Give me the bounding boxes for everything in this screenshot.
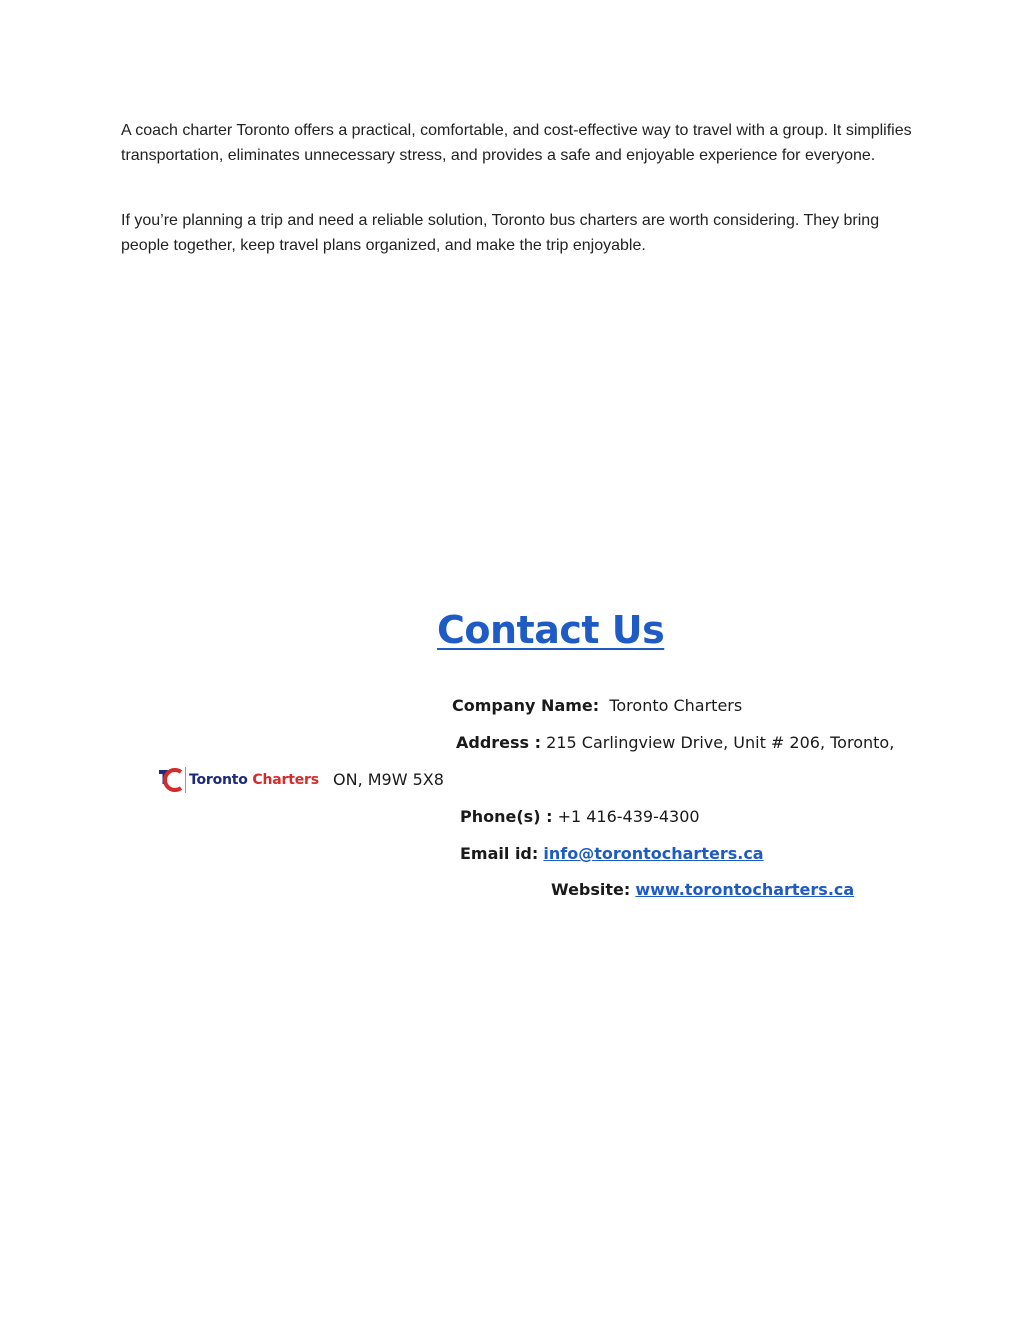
contact-us-heading: Contact Us <box>437 608 665 652</box>
website-line <box>551 880 854 899</box>
intro-paragraph: A coach charter Toronto offers a practical, comfortable, and cost-effective way to travel with a group. It simplifies transportation, eliminates unnecessary stress, and provides a safe and enjoyable experience for everyone. <box>121 122 912 164</box>
website-label: Website: <box>551 880 631 899</box>
address-label: Address : <box>456 733 542 752</box>
logo-wordmark <box>189 772 319 788</box>
phone-value: +1 416-439-4300 <box>557 807 700 826</box>
address-value-line2: ON, M9W 5X8 <box>333 770 444 789</box>
company-name-label: Company Name: <box>452 696 600 715</box>
company-name-value: Toronto Charters <box>609 696 743 715</box>
address-line <box>456 733 894 752</box>
logo-text-toronto: Toronto <box>189 772 248 788</box>
tc-logo-icon <box>159 767 183 793</box>
email-label: Email id: <box>460 844 539 863</box>
logo-divider <box>185 767 186 793</box>
email-line <box>460 844 764 863</box>
email-link[interactable]: info@torontocharters.ca <box>543 844 764 863</box>
address-value-line1: 215 Carlingview Drive, Unit # 206, Toronto, <box>546 733 895 752</box>
toronto-charters-logo <box>159 766 319 794</box>
website-link[interactable]: www.torontocharters.ca <box>635 880 855 899</box>
company-name-line <box>452 696 742 715</box>
phone-label: Phone(s) : <box>460 807 553 826</box>
address-line-2 <box>333 770 444 789</box>
logo-text-charters: Charters <box>252 772 319 788</box>
closing-paragraph: If you’re planning a trip and need a reliable solution, Toronto bus charters are worth considering. They bring people together, keep travel plans organized, and make the trip enjoyable. <box>121 212 880 254</box>
phone-line <box>460 807 700 826</box>
